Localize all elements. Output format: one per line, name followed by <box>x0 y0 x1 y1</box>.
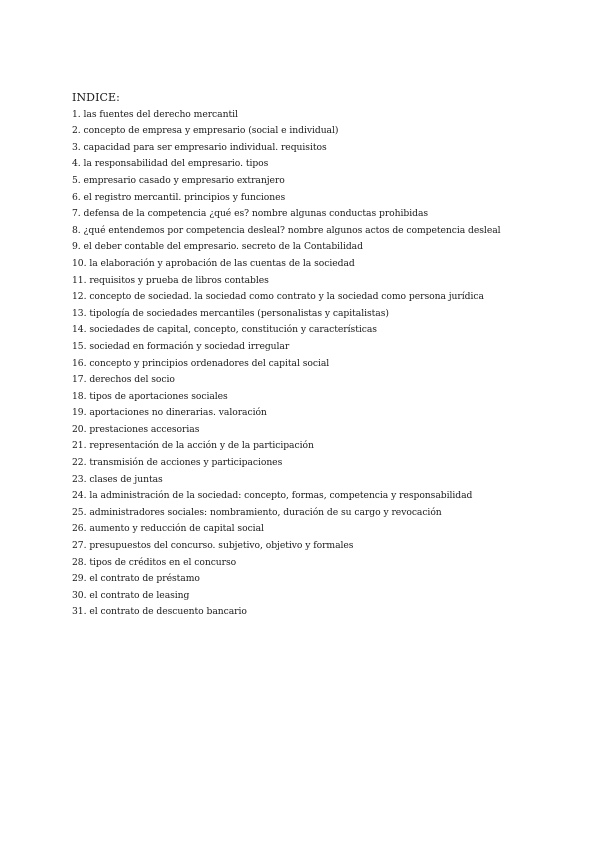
index-item: 13. tipología de sociedades mercantiles (personalistas y capitalistas) <box>72 307 389 319</box>
index-item: 25. administradores sociales: nombramiento, duración de su cargo y revocación <box>72 506 442 518</box>
index-item: 29. el contrato de préstamo <box>72 573 200 585</box>
index-item: 26. aumento y reducción de capital social <box>72 523 264 535</box>
index-item: 12. concepto de sociedad. la sociedad como contrato y la sociedad como persona jurídica <box>72 291 484 303</box>
index-item: 1. las fuentes del derecho mercantil <box>72 108 238 120</box>
index-item: 23. clases de juntas <box>72 473 163 485</box>
index-item: 20. prestaciones accesorias <box>72 423 200 435</box>
index-item: 22. transmisión de acciones y participaciones <box>72 457 283 469</box>
index-item: 28. tipos de créditos en el concurso <box>72 556 237 568</box>
document-page <box>72 90 572 621</box>
index-item: 31. el contrato de descuento bancario <box>72 606 247 618</box>
index-list <box>72 107 572 621</box>
index-heading: INDICE: <box>72 91 120 104</box>
index-item: 21. representación de la acción y de la participación <box>72 440 314 452</box>
index-item: 2. concepto de empresa y empresario (social e individual) <box>72 125 339 137</box>
index-item: 30. el contrato de leasing <box>72 589 190 601</box>
index-item: 11. requisitos y prueba de libros contables <box>72 274 269 286</box>
index-item: 4. la responsabilidad del empresario. tipos <box>72 158 269 170</box>
index-item: 16. concepto y principios ordenadores del capital social <box>72 357 330 369</box>
index-item: 17. derechos del socio <box>72 374 175 386</box>
index-item: 9. el deber contable del empresario. secreto de la Contabilidad <box>72 241 363 253</box>
index-item: 6. el registro mercantil. principios y funciones <box>72 191 286 203</box>
index-item: 14. sociedades de capital, concepto, constitución y características <box>72 324 377 336</box>
index-item: 5. empresario casado y empresario extranjero <box>72 174 285 186</box>
index-item: 3. capacidad para ser empresario individual. requisitos <box>72 141 327 153</box>
index-item: 15. sociedad en formación y sociedad irregular <box>72 340 290 352</box>
index-item: 19. aportaciones no dinerarias. valoración <box>72 407 267 419</box>
index-item: 7. defensa de la competencia ¿qué es? nombre algunas conductas prohibidas <box>72 208 429 220</box>
index-item: 18. tipos de aportaciones sociales <box>72 390 228 402</box>
index-item: 27. presupuestos del concurso. subjetivo, objetivo y formales <box>72 540 354 552</box>
index-item: 10. la elaboración y aprobación de las cuentas de la sociedad <box>72 257 355 269</box>
index-item: 24. la administración de la sociedad: concepto, formas, competencia y responsabilidad <box>72 490 473 502</box>
index-item: 8. ¿qué entendemos por competencia desleal? nombre algunos actos de competencia desleal <box>72 224 501 236</box>
